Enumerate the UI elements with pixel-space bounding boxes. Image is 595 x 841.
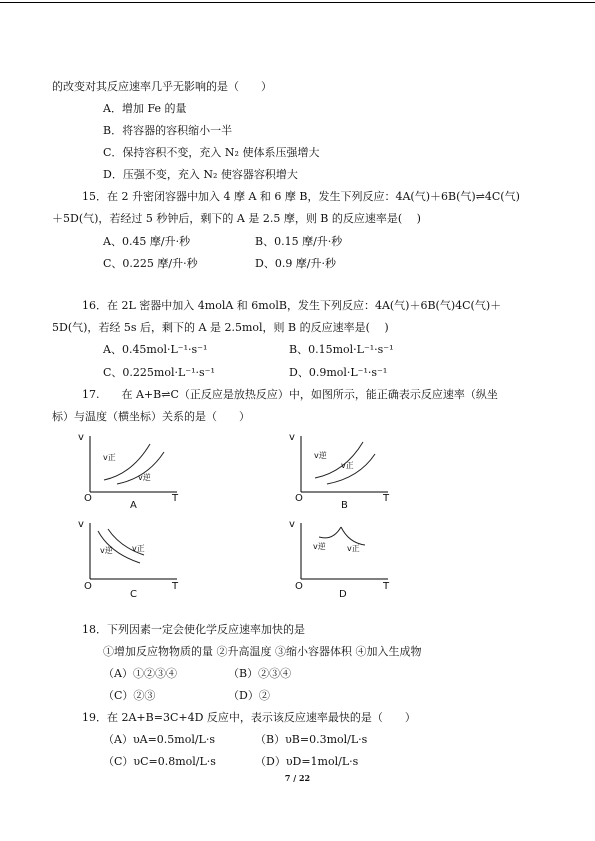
axis-t-label: T — [172, 581, 179, 592]
q18-factors: ①增加反应物物质的量 ②升高温度 ③缩小容器体积 ④加入生成物 — [103, 645, 422, 658]
graph-c — [72, 515, 192, 605]
curve-label-2: v正 — [347, 544, 360, 553]
q14-option-d: D．压强不变，充入 N₂ 使容器容积增大 — [103, 168, 298, 181]
graph-label: D — [339, 589, 347, 600]
header-rule — [0, 2, 595, 3]
q17-stem-line1: 17. 在 A+B⇌C（正反应是放热反应）中，如图所示，能正确表示反应速率（纵坐 — [82, 388, 498, 401]
graph-label: B — [341, 500, 348, 511]
curve-label-1: v正 — [103, 453, 116, 462]
q15-option-a: A、0.45 摩/升·秒 — [103, 235, 191, 248]
q14-option-c: C．保持容积不变，充入 N₂ 使体系压强增大 — [103, 146, 320, 159]
curve-label-2: v正 — [341, 461, 354, 470]
q15-option-b: B、0.15 摩/升·秒 — [255, 235, 343, 248]
graph-a — [72, 430, 192, 515]
q15-option-d: D、0.9 摩/升·秒 — [255, 257, 337, 270]
axis-v-label: v — [78, 432, 84, 443]
axis-t-label: T — [383, 493, 390, 504]
curve-label-1: v逆 — [100, 546, 113, 555]
origin-label: O — [295, 581, 303, 592]
q18-option-b: （B）②③④ — [228, 667, 292, 680]
q15-option-c: C、0.225 摩/升·秒 — [103, 257, 198, 270]
graph-label: A — [130, 500, 137, 511]
q19-option-c: （C）υC=0.8mol/L·s — [103, 755, 216, 768]
q16-option-c: C、0.225mol·L⁻¹·s⁻¹ — [103, 366, 215, 379]
q19-option-b: （B）υB=0.3mol/L·s — [255, 733, 368, 746]
page-number: 7 / 22 — [284, 773, 311, 783]
q16-option-b: B、0.15mol·L⁻¹·s⁻¹ — [289, 343, 394, 356]
q16-option-a: A、0.45mol·L⁻¹·s⁻¹ — [103, 343, 208, 356]
q18-option-d: （D）② — [228, 689, 270, 702]
curve-label-1: v逆 — [314, 451, 327, 460]
q16-stem-line1: 16．在 2L 密器中加入 4molA 和 6molB，发生下列反应：4A(气)＋6B(气)4C(气)＋ — [82, 299, 502, 312]
q18-option-a: （A）①②③④ — [103, 667, 177, 680]
curve-label-1: v逆 — [313, 542, 326, 551]
q14-option-a: A．增加 Fe 的量 — [103, 102, 187, 115]
origin-label: O — [84, 581, 92, 592]
q15-stem-line2: ＋5D(气)，若经过 5 秒钟后，剩下的 A 是 2.5 摩，则 B 的反应速率是( ) — [52, 212, 421, 225]
axis-v-label: v — [289, 519, 295, 530]
q19-option-a: （A）υA=0.5mol/L·s — [103, 733, 216, 746]
q17-stem-line2: 标）与温度（横坐标）关系的是（ ） — [52, 410, 250, 423]
axis-v-label: v — [289, 432, 295, 443]
q16-stem-line2: 5D(气)，若经 5s 后，剩下的 A 是 2.5mol，则 B 的反应速率是( ) — [52, 321, 389, 334]
q14-option-b: B．将容器的容积缩小一半 — [103, 124, 233, 137]
axis-t-label: T — [172, 493, 179, 504]
intro-text: 的改变对其反应速率几乎无影响的是（ ） — [52, 80, 272, 93]
q19-stem: 19．在 2A+B=3C+4D 反应中，表示该反应速率最快的是（ ） — [82, 711, 416, 724]
graph-b — [283, 430, 403, 515]
origin-label: O — [84, 493, 92, 504]
curve-label-2: v正 — [132, 544, 145, 553]
q15-stem-line1: 15．在 2 升密闭容器中加入 4 摩 A 和 6 摩 B，发生下列反应：4A(气)＋6B(气)⇌4C(气) — [82, 190, 520, 203]
curve-label-2: v逆 — [138, 473, 151, 482]
graph-label: C — [130, 589, 137, 600]
q18-stem: 18．下列因素一定会使化学反应速率加快的是 — [82, 623, 305, 636]
axis-v-label: v — [78, 519, 84, 530]
axis-t-label: T — [383, 581, 390, 592]
curve-reverse — [319, 527, 341, 538]
graph-d — [283, 515, 403, 605]
q16-option-d: D、0.9mol·L⁻¹·s⁻¹ — [289, 366, 388, 379]
q19-option-d: （D）υD=1mol/L·s — [255, 755, 359, 768]
origin-label: O — [295, 493, 303, 504]
q18-option-c: （C）②③ — [103, 689, 156, 702]
